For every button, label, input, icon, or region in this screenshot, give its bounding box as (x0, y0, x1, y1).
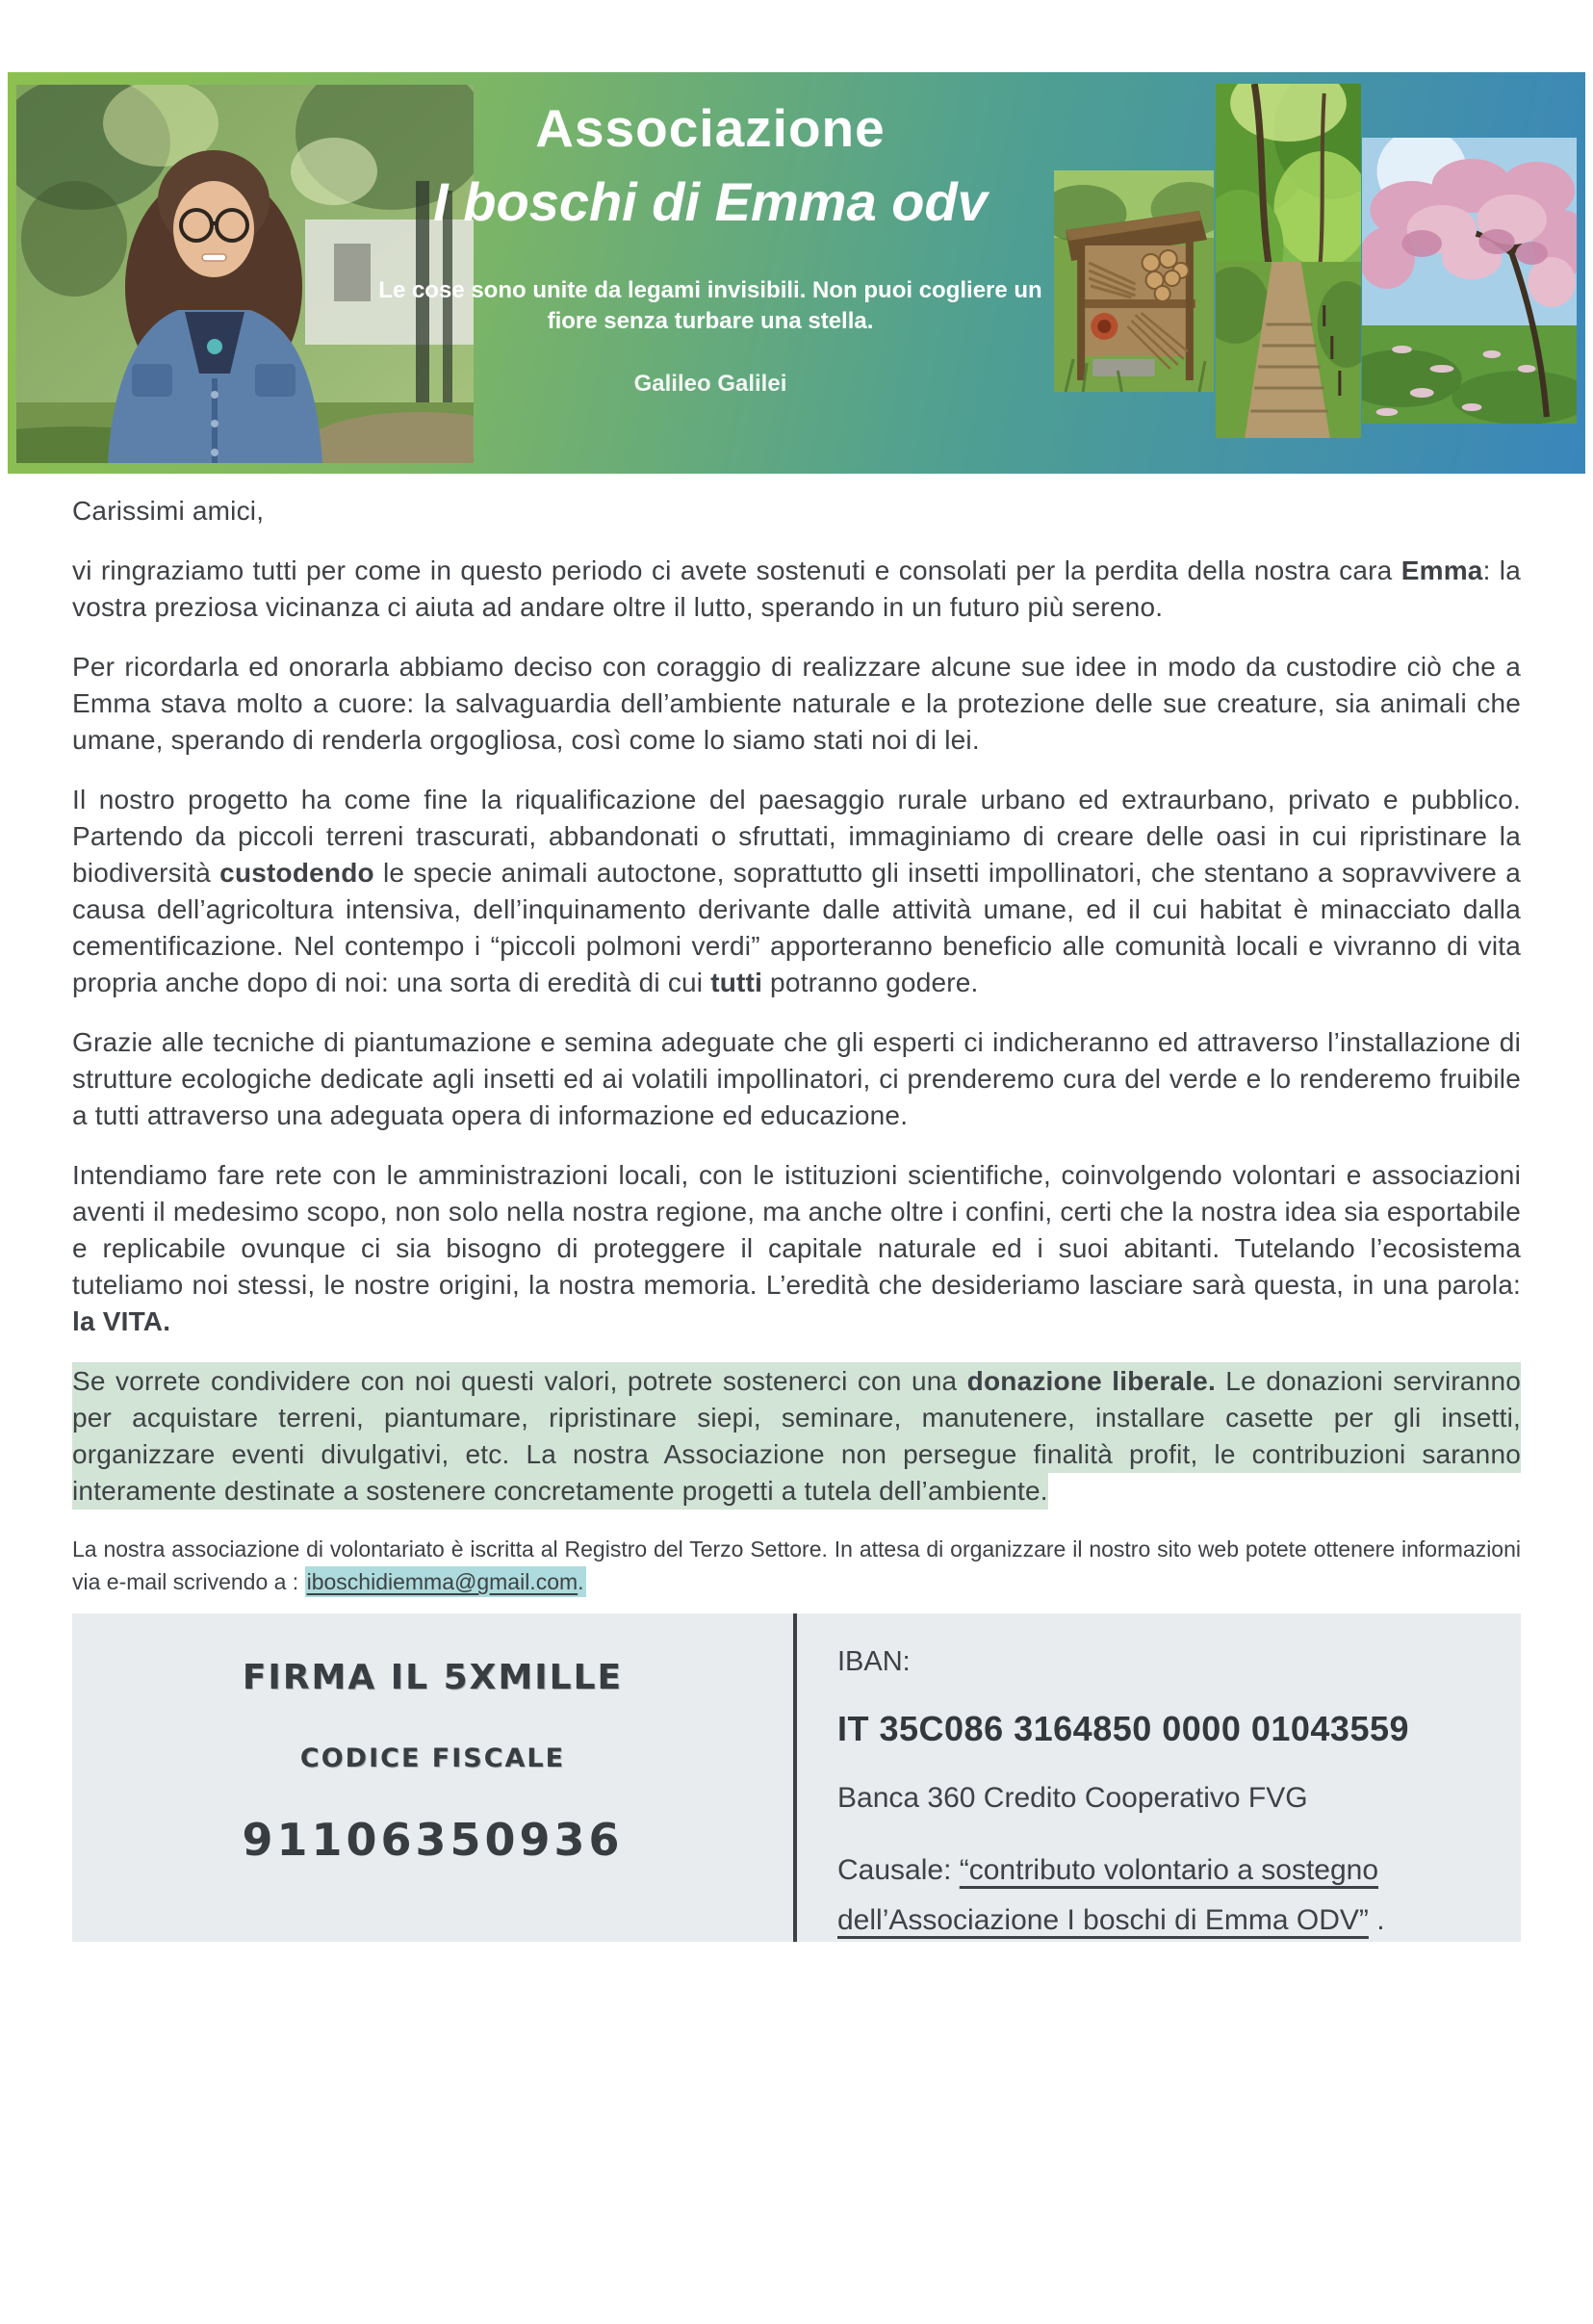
paragraph-project (72, 782, 1521, 1001)
quote-author: Galileo Galilei (633, 370, 787, 397)
causale-line (837, 1846, 1453, 1946)
forest-path-photo (1216, 84, 1361, 438)
text-segment: . (578, 1569, 584, 1594)
firma-5xmille-title: FIRMA IL 5XMILLE (242, 1658, 624, 1697)
forest-path-illustration (1216, 84, 1361, 438)
text-segment: : la vostra preziosa vicinanza ci aiuta ad andare oltre il lutto, sperando in un futuro più sereno. (72, 555, 1522, 622)
text-segment: Se vorrete condividere con noi questi valori, potrete sostenerci con una (72, 1366, 967, 1396)
text-segment: Le donazioni serviranno per acquistare terreni, piantumare, ripristinare siepi, seminare, manutenere, installare casette per gli insetti, organizzare eventi divulgativi, etc. La nostra Associazione non persegue finalità profit, le contribuzioni saranno interamente destinate a sostenere concretamente progetti a tutela dell’ambiente. (72, 1366, 1521, 1506)
association-name: I boschi di Emma odv (433, 171, 988, 232)
quote-line-1: Le cose sono unite da legami invisibili. Non puoi cogliere un (378, 277, 1042, 303)
bold-la-vita: la VITA. (72, 1306, 171, 1336)
email-link[interactable]: iboschidiemma@gmail.com (306, 1569, 578, 1594)
letter-body (72, 493, 1521, 1598)
text-segment: . (1368, 1904, 1385, 1936)
paragraph-thanks (72, 553, 1521, 626)
page (0, 72, 1593, 2324)
header-banner (8, 72, 1585, 474)
quote (345, 275, 1076, 338)
bold-donazione-liberale: donazione liberale. (966, 1366, 1216, 1396)
banner-text (345, 97, 1076, 398)
magnolia-tree-photo (1362, 138, 1577, 424)
email-highlight (305, 1566, 586, 1597)
text-segment: Il nostro progetto ha come fine la riqualificazione del paesaggio rurale urbano ed extraurbano, privato e pubblico. Partendo da piccoli terreni trascurati, abbandonati o sfruttati, immaginiamo di creare delle oasi in cui ripristinare la biodiversità (72, 785, 1521, 888)
fiscal-code-value: 91106350936 (242, 1814, 624, 1866)
insect-hotel-illustration (1054, 170, 1214, 392)
text-segment: Intendiamo fare rete con le amministrazioni locali, con le istituzioni scientifiche, coinvolgendo volontari e associazioni aventi il medesimo scopo, non solo nella nostra regione, ma anche oltre i confini, certi che la nostra idea sia esportabile e replicabile ovunque ci sia bisogno di proteggere il capitale naturale ed i suoi abitanti. Tutelando l’ecosistema tuteliamo noi stessi, le nostre origini, la nostra memoria. L’eredità che desideriamo lasciare sarà questa, in una parola: (72, 1160, 1521, 1300)
highlighted-text (72, 1362, 1521, 1510)
bank-name: Banca 360 Credito Cooperativo FVG (837, 1782, 1308, 1814)
causale-label: Causale: (837, 1854, 960, 1886)
salutation: Carissimi amici, (72, 496, 265, 526)
bold-emma: Emma (1400, 555, 1483, 585)
magnolia-tree-illustration (1362, 138, 1577, 424)
paragraph-remembrance: Per ricordarla ed onorarla abbiamo deciso con coraggio di realizzare alcune sue idee in modo da custodire ciò che a Emma stava molto a cuore: la salvaguardia dell’ambiente naturale e la protezione delle sue creature, sia animali che umane, sperando di renderla orgogliosa, così come lo siamo stati noi di lei. (72, 652, 1521, 755)
bold-custodendo: custodendo (219, 858, 374, 888)
quote-line-2: fiore senza turbare una stella. (547, 308, 874, 335)
paragraph-techniques: Grazie alle tecniche di piantumazione e semina adeguate che gli esperti ci indicheranno ed attraverso l’installazione di strutture ecologiche dedicate agli insetti ed ai volatili impollinatori, ci prenderemo cura del verde e lo renderemo fruibile a tutti attraverso una adeguata opera di informazione ed educazione. (72, 1027, 1521, 1130)
paragraph-network (72, 1157, 1521, 1340)
iban-panel (797, 1614, 1521, 1942)
paragraph-registry-note (72, 1533, 1521, 1598)
iban-value: IT 35C086 3164850 0000 01043559 (837, 1709, 1410, 1748)
association-title: Associazione (535, 98, 886, 158)
text-segment: potranno godere. (762, 968, 979, 997)
paragraph-donation-highlighted (72, 1363, 1521, 1510)
insect-hotel-photo (1054, 170, 1214, 392)
text-segment: La nostra associazione di volontariato è iscritta al Registro del Terzo Settore. In attesa di organizzare il nostro sito web potete ottenere informazioni via e-mail scrivendo a : (72, 1536, 1521, 1594)
iban-label: IBAN: (837, 1646, 911, 1677)
fiscal-code-panel (72, 1614, 797, 1942)
text-segment: le specie animali autoctone, soprattutto gli insetti impollinatori, che stentano a sopravvivere a causa dell’agricoltura intensiva, dell’inquinamento derivante dalle attività umane, ed il cui habitat è minacciato dalla cementificazione. Nel contempo i “piccoli polmoni verdi” apporteranno beneficio alle comunità locali e vivranno di vita propria anche dopo di noi: una sorta di eredità di cui (72, 858, 1521, 997)
donation-info-box (72, 1614, 1521, 1942)
causale-link[interactable]: “contributo volontario a sostegno dell’Associazione I boschi di Emma ODV” (837, 1854, 1379, 1936)
bold-tutti: tutti (710, 968, 763, 997)
text-segment: vi ringraziamo tutti per come in questo periodo ci avete sostenuti e consolati per la perdita della nostra cara (72, 555, 1401, 585)
codice-fiscale-label: CODICE FISCALE (299, 1743, 566, 1773)
